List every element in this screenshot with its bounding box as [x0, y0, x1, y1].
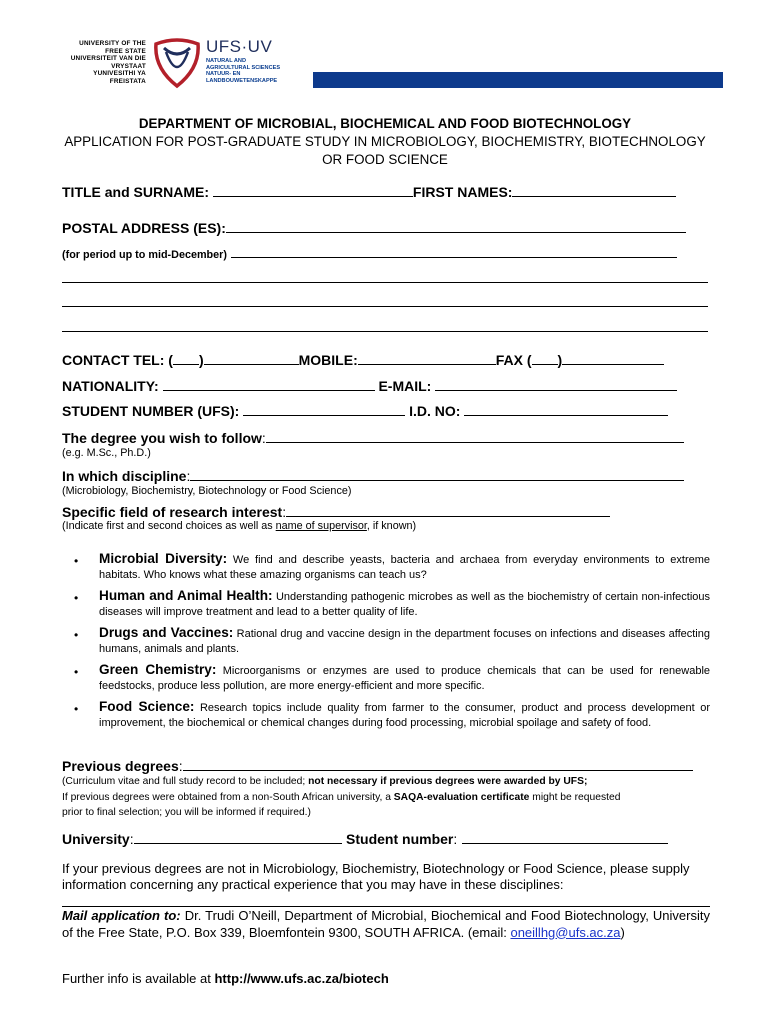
faculty-brand	[206, 38, 280, 84]
bullet-icon: •	[74, 554, 79, 568]
nationality-field[interactable]	[163, 378, 375, 391]
fax-label: FAX (	[495, 352, 532, 368]
student-number-field[interactable]	[243, 403, 405, 416]
mail-address: Dr. Trudi O’Neill, Department of Microbial, Biochemical and Food Biotechnology, University of the Free State, P.O. Box 339, Bloemfontein 9300, SOUTH AFRICA. (email:	[62, 908, 710, 940]
postal-address-line[interactable]	[62, 282, 708, 283]
department-title: DEPARTMENT OF MICROBIAL, BIOCHEMICAL AND FOOD BIOTECHNOLOGY	[138, 116, 632, 131]
bullet-icon: •	[74, 591, 79, 605]
university-line: VRYSTAAT	[111, 62, 146, 70]
note-text: (Curriculum vitae and full study record to be included;	[62, 776, 309, 787]
further-info	[62, 971, 389, 987]
university-line: UNIVERSITEIT VAN DIE	[70, 55, 146, 63]
paren: )	[620, 924, 625, 940]
note-bold: SAQA-evaluation certificate	[393, 792, 530, 803]
research-area-title: Drugs and Vaccines:	[99, 625, 234, 640]
research-hint-text: , if known)	[366, 520, 417, 532]
colon: :	[261, 430, 266, 446]
previous-degrees-field[interactable]	[183, 758, 693, 771]
email-field[interactable]	[435, 378, 677, 391]
university-line: UNIVERSITY OF THE	[79, 40, 146, 47]
website-link[interactable]: http://www.ufs.ac.za/biotech	[214, 971, 389, 986]
postal-address-line[interactable]	[62, 331, 708, 332]
student-number-label: STUDENT NUMBER (UFS):	[62, 403, 240, 419]
paren: )	[198, 352, 204, 368]
research-hint	[62, 520, 416, 532]
experience-instructions: If your previous degrees are not in Microbiology, Biochemistry, Biotechnology or Food Science, please supply information concerning any practical experience that you may have in these disciplines:	[62, 861, 690, 892]
first-names-field[interactable]	[512, 184, 676, 197]
research-area-title: Microbial Diversity:	[99, 551, 228, 566]
research-label: Specific field of research interest	[62, 504, 283, 520]
university-field[interactable]	[134, 831, 342, 844]
previous-note-1	[62, 774, 587, 789]
research-field[interactable]	[286, 504, 610, 517]
title-surname-row	[62, 184, 676, 200]
research-area-text: Microorganisms or enzymes are used to produce chemicals that can be used for renewable feedstocks, produce less pollution, are more energy-efficient and more specific.	[99, 665, 711, 692]
student-number-row	[62, 403, 668, 419]
list-item	[62, 552, 710, 582]
email-link[interactable]: oneillhg@ufs.ac.za	[510, 924, 621, 940]
postal-address-row	[62, 220, 686, 236]
student-number-field[interactable]	[462, 831, 668, 844]
degree-label: The degree you wish to follow	[62, 430, 262, 446]
nationality-row	[62, 378, 677, 394]
research-area-text: We find and describe yeasts, bacteria and archaea from everyday environments to extreme habitats. Who knows what these amazing organisms can teach us?	[99, 554, 711, 581]
degree-hint: (e.g. M.Sc., Ph.D.)	[62, 447, 151, 459]
list-item	[62, 589, 710, 619]
id-number-field[interactable]	[464, 403, 668, 416]
discipline-label: In which discipline	[62, 468, 187, 484]
title-surname-label: TITLE and SURNAME:	[62, 184, 209, 200]
note-text: might be requested	[529, 792, 621, 803]
faculty-line: AGRICULTURAL SCIENCES	[206, 64, 281, 71]
university-name	[60, 40, 146, 86]
note-text: If previous degrees were obtained from a non-South African university, a	[62, 792, 394, 803]
header-accent-bar	[313, 72, 723, 88]
faculty-line: NATUUR- EN	[206, 71, 241, 78]
discipline-field[interactable]	[190, 468, 684, 481]
discipline-hint: (Microbiology, Biochemistry, Biotechnology or Food Science)	[62, 485, 352, 497]
postal-address-label: POSTAL ADDRESS (ES):	[62, 220, 226, 236]
id-number-label: I.D. NO:	[409, 403, 461, 419]
research-hint-text: (Indicate first and second choices as well as	[62, 520, 276, 532]
contact-tel-field[interactable]	[204, 352, 299, 365]
research-area-text: Research topics include quality from farmer to the consumer, product and process development or improvement, the biochemical or chemical changes during food processing, microbial spoilage and safety of food.	[99, 702, 711, 729]
contact-tel-label: CONTACT TEL: (	[62, 352, 173, 368]
brand-name: UFS·UV	[206, 37, 273, 56]
research-area-title: Food Science:	[99, 699, 195, 714]
faculty-line: NATURAL AND	[206, 58, 246, 64]
university-line: FREE STATE	[105, 47, 146, 55]
paren: )	[557, 352, 563, 368]
degree-field[interactable]	[266, 430, 684, 443]
previous-note-3: prior to final selection; you will be informed if required.)	[62, 807, 311, 818]
university-label: University	[62, 831, 130, 847]
degree-row	[62, 430, 684, 448]
university-row	[62, 831, 668, 849]
colon: :	[186, 468, 191, 484]
nationality-label: NATIONALITY:	[62, 378, 159, 394]
bullet-icon: •	[74, 665, 79, 679]
title-surname-field[interactable]	[213, 184, 413, 197]
postal-hint-row	[62, 245, 677, 263]
previous-degrees-label: Previous degrees	[62, 758, 179, 774]
fax-field[interactable]	[562, 352, 664, 365]
mail-heading: Mail application to:	[62, 908, 181, 923]
research-areas-list	[62, 552, 710, 737]
supervisor-hint: name of supervisor	[275, 520, 367, 532]
postal-address-field[interactable]	[226, 220, 686, 233]
research-area-text: Understanding pathogenic microbes as well as the biochemistry of certain non-infectious diseases will improve treatment and lead to a better quality of life.	[99, 591, 710, 618]
mobile-label: MOBILE:	[298, 352, 358, 368]
mail-instructions	[62, 906, 710, 941]
email-label: E-MAIL:	[378, 378, 432, 394]
further-info-label: Further info is available at	[62, 971, 215, 986]
colon: :	[453, 831, 458, 847]
bullet-icon: •	[74, 702, 79, 716]
postal-address-line[interactable]	[231, 247, 677, 258]
mobile-field[interactable]	[358, 352, 496, 365]
fax-area-code[interactable]	[532, 352, 558, 365]
faculty-name	[206, 58, 280, 84]
list-item	[62, 626, 710, 656]
student-number-label: Student number	[346, 831, 454, 847]
bullet-icon: •	[74, 628, 79, 642]
list-item	[62, 700, 710, 730]
postal-hint: (for period up to mid-December)	[62, 249, 227, 261]
previous-note-2	[62, 790, 620, 805]
colon: :	[282, 504, 287, 520]
colon: :	[178, 758, 183, 774]
university-line: YUNIVESITHI YA	[93, 70, 146, 78]
contact-tel-area-code[interactable]	[173, 352, 199, 365]
crest-icon	[152, 38, 202, 90]
research-area-text: Rational drug and vaccine design in the department focuses on infections and diseases affecting humans, animals and plants.	[99, 628, 710, 655]
discipline-row	[62, 468, 684, 486]
colon: :	[129, 831, 134, 847]
list-item	[62, 663, 710, 693]
ufs-logo	[60, 38, 300, 90]
university-line: FREISTATA	[109, 77, 146, 85]
note-bold: not necessary if previous degrees were awarded by UFS;	[308, 776, 588, 787]
research-area-title: Human and Animal Health:	[99, 588, 273, 603]
first-names-label: FIRST NAMES:	[412, 184, 513, 200]
contact-row	[62, 352, 664, 368]
postal-address-line[interactable]	[62, 306, 708, 307]
research-area-title: Green Chemistry:	[99, 662, 217, 677]
faculty-line: LANDBOUWETENSKAPPE	[206, 77, 278, 84]
application-title: APPLICATION FOR POST-GRADUATE STUDY IN MICROBIOLOGY, BIOCHEMISTRY, BIOTECHNOLOGY OR FOOD SCIENCE	[64, 134, 706, 167]
